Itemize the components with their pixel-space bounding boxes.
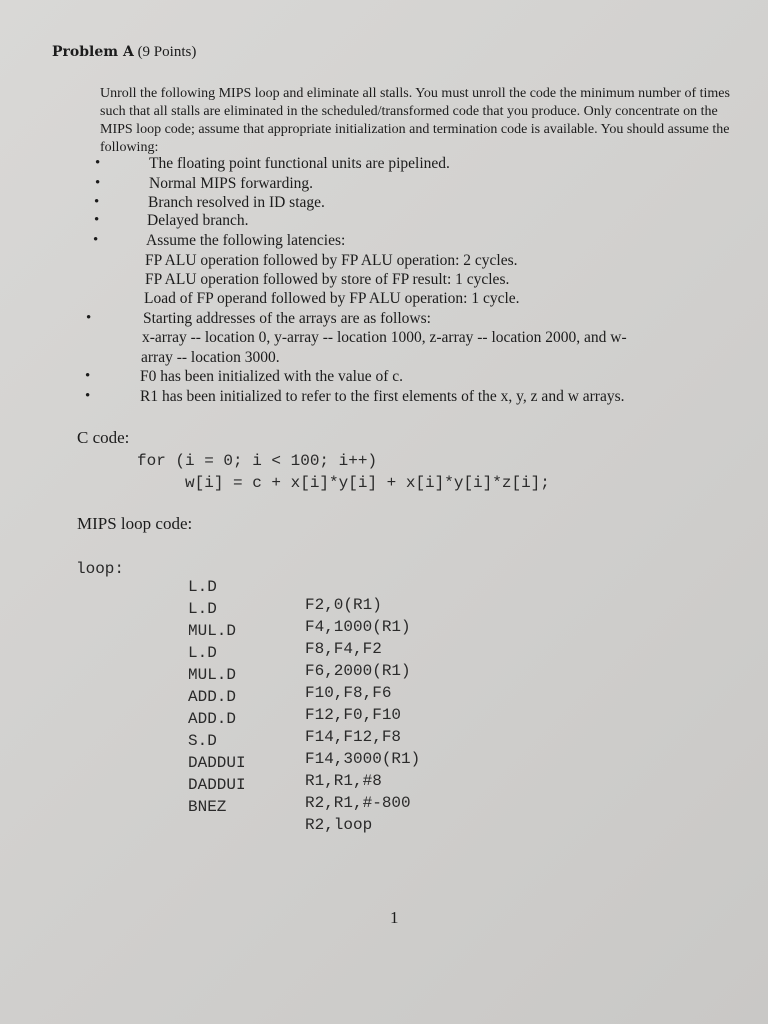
bullet-icon: •	[94, 212, 100, 228]
operands: R1,R1,#8	[305, 772, 382, 790]
address-line: array -- location 3000.	[141, 349, 280, 366]
bullet-icon: •	[95, 175, 101, 191]
bullet-text: Starting addresses of the arrays are as follows:	[143, 310, 431, 327]
opcode: DADDUI	[188, 754, 246, 772]
bullet-icon: •	[95, 155, 101, 171]
bullet-icon: •	[94, 194, 100, 210]
bullet-icon: •	[85, 368, 91, 384]
problem-points: (9 Points)	[137, 44, 197, 60]
operands: R2,loop	[305, 816, 373, 834]
c-code-line: w[i] = c + x[i]*y[i] + x[i]*y[i]*z[i];	[137, 474, 550, 492]
operands: F14,F12,F8	[305, 728, 402, 746]
bullet-icon: •	[86, 310, 92, 326]
address-line: x-array -- location 0, y-array -- location 1000, z-array -- location 2000, and w-	[142, 329, 627, 346]
opcode: S.D	[188, 732, 217, 750]
opcode: BNEZ	[188, 798, 227, 816]
bullet-text: R1 has been initialized to refer to the first elements of the x, y, z and w arrays.	[140, 388, 625, 405]
opcode: L.D	[188, 644, 217, 662]
bullet-text: Branch resolved in ID stage.	[148, 194, 325, 211]
operands: F10,F8,F6	[305, 684, 392, 702]
latency-line: FP ALU operation followed by store of FP result: 1 cycles.	[145, 271, 510, 288]
bullet-text: Assume the following latencies:	[146, 232, 346, 249]
operands: F2,0(R1)	[305, 596, 382, 614]
opcode: MUL.D	[188, 666, 237, 684]
loop-label: loop:	[76, 560, 125, 578]
latency-line: FP ALU operation followed by FP ALU operation: 2 cycles.	[145, 252, 518, 269]
opcode: MUL.D	[188, 622, 237, 640]
operands: F12,F0,F10	[305, 706, 402, 724]
mips-code-label: MIPS loop code:	[77, 514, 193, 533]
opcode: ADD.D	[188, 688, 237, 706]
c-code-label: C code:	[77, 428, 130, 447]
operands: F6,2000(R1)	[305, 662, 411, 680]
opcode: L.D	[188, 578, 217, 596]
bullet-icon: •	[93, 232, 99, 248]
opcode: DADDUI	[188, 776, 246, 794]
bullet-text: Delayed branch.	[147, 212, 249, 229]
bullet-text: Normal MIPS forwarding.	[149, 175, 314, 192]
bullet-icon: •	[85, 388, 91, 404]
bullet-text: The floating point functional units are pipelined.	[149, 155, 450, 172]
c-code-line: for (i = 0; i < 100; i++)	[137, 452, 378, 470]
opcode: L.D	[188, 600, 217, 618]
problem-label: Problem A	[52, 44, 134, 60]
page-number: 1	[390, 908, 399, 927]
bullet-text: F0 has been initialized with the value of c.	[140, 368, 403, 385]
operands: F14,3000(R1)	[305, 750, 421, 768]
instructions-paragraph	[100, 85, 730, 157]
opcode: ADD.D	[188, 710, 237, 728]
operands: R2,R1,#-800	[305, 794, 411, 812]
intro-text: Unroll the following MIPS loop and eliminate all stalls. You must unroll the code the minimum number of times such that all stalls are eliminated in the scheduled/transformed code that you produce. Only concentrate on the MIPS loop code; assume that appropriate initialization and termination code is available. You should assume the following:	[100, 86, 730, 155]
operands: F4,1000(R1)	[305, 618, 411, 636]
problem-title	[52, 44, 196, 61]
operands: F8,F4,F2	[305, 640, 382, 658]
latency-line: Load of FP operand followed by FP ALU operation: 1 cycle.	[144, 290, 520, 307]
